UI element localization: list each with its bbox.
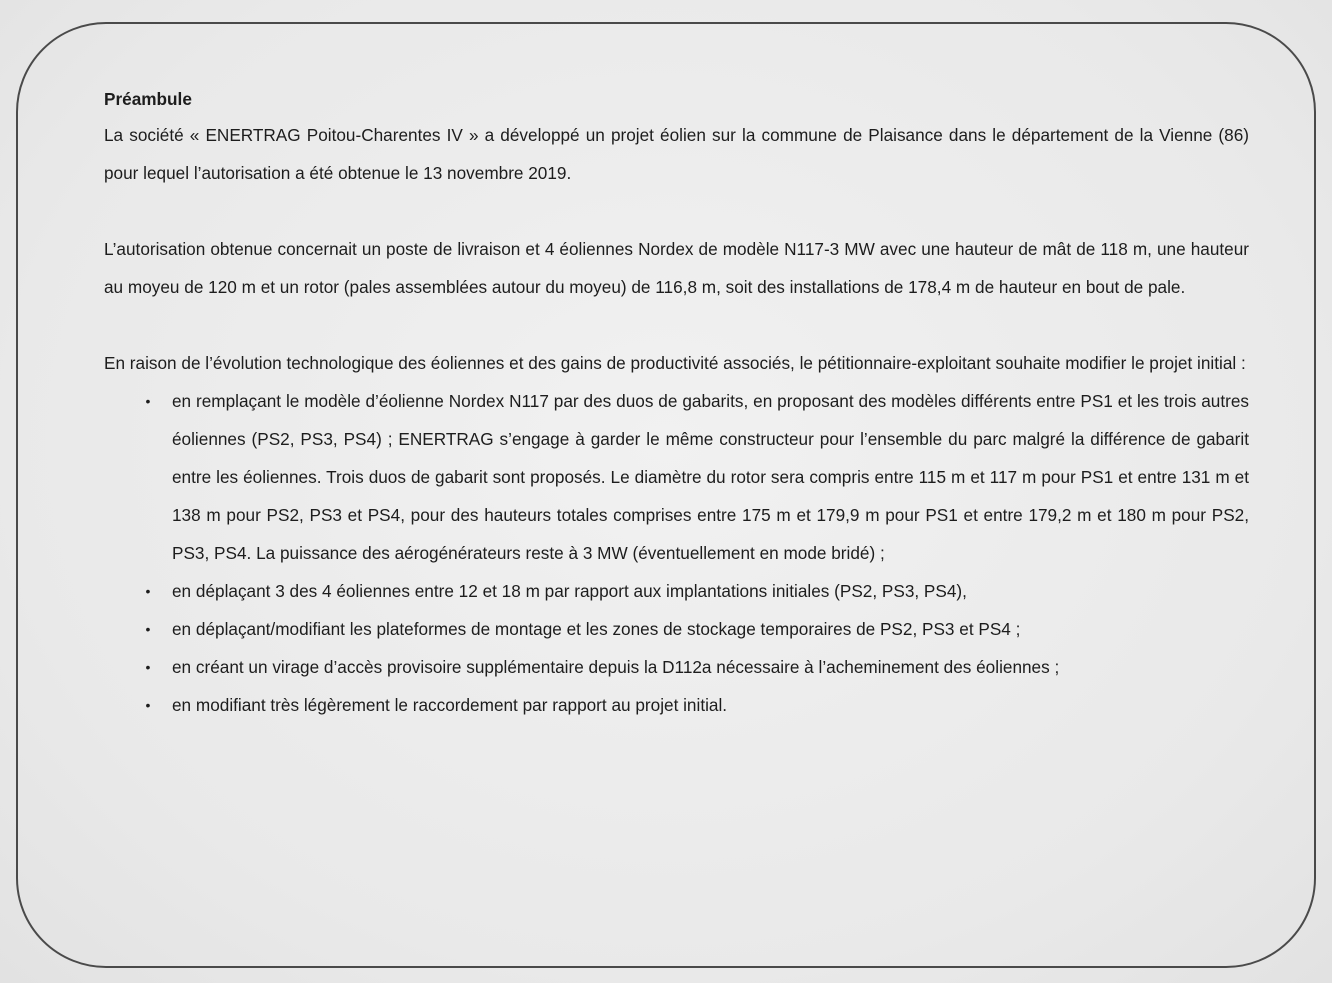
list-item — [104, 648, 1249, 686]
modification-list — [104, 382, 1249, 724]
list-item-text: en remplaçant le modèle d’éolienne Nordex N117 par des duos de gabarits, en proposant des modèles différents entre PS1 et les trois autres éoliennes (PS2, PS3, PS4) ; ENERTRAG s’engage à garder le même constructeur pour l’ensemble du parc malgré la différence de gabarit entre les éoliennes. Trois duos de gabarit sont proposés. Le diamètre du rotor sera compris entre 115 m et 117 m pour PS1 et entre 131 m et 138 m pour PS2, PS3 et PS4, pour des hauteurs totales comprises entre 175 m et 179,9 m pour PS1 et entre 179,2 m et 180 m pour PS2, PS3, PS4. La puissance des aérogénérateurs reste à 3 MW (éventuellement en mode bridé) ; — [172, 391, 1249, 563]
list-item — [104, 610, 1249, 648]
preamble-section — [104, 82, 1249, 724]
bullet-icon: • — [145, 583, 151, 599]
bullet-icon: • — [145, 621, 151, 637]
paragraph-intro: La société « ENERTRAG Poitou-Charentes IV » a développé un projet éolien sur la commune de Plaisance dans le département de la Vienne (86) pour lequel l’autorisation a été obtenue le 13 novembre 2019. — [104, 125, 1249, 183]
bullet-icon: • — [145, 659, 151, 675]
list-item-text: en déplaçant 3 des 4 éoliennes entre 12 et 18 m par rapport aux implantations initiales (PS2, PS3, PS4), — [172, 581, 967, 601]
bullet-icon: • — [145, 393, 151, 409]
paragraph-authorisation: L’autorisation obtenue concernait un poste de livraison et 4 éoliennes Nordex de modèle N117-3 MW avec une hauteur de mât de 118 m, une hauteur au moyeu de 120 m et un rotor (pales assemblées autour du moyeu) de 116,8 m, soit des installations de 178,4 m de hauteur en bout de pale. — [104, 239, 1249, 297]
list-item — [104, 686, 1249, 724]
list-item — [104, 572, 1249, 610]
list-item-text: en créant un virage d’accès provisoire supplémentaire depuis la D112a nécessaire à l’acheminement des éoliennes ; — [172, 657, 1060, 677]
list-item-text: en déplaçant/modifiant les plateformes de montage et les zones de stockage temporaires de PS2, PS3 et PS4 ; — [172, 619, 1021, 639]
list-item — [104, 382, 1249, 572]
paragraph-modification: En raison de l’évolution technologique des éoliennes et des gains de productivité associés, le pétitionnaire-exploitant souhaite modifier le projet initial : — [104, 353, 1246, 373]
section-heading: Préambule — [104, 89, 192, 109]
list-item-text: en modifiant très légèrement le raccordement par rapport au projet initial. — [172, 695, 728, 715]
bullet-icon: • — [145, 697, 151, 713]
